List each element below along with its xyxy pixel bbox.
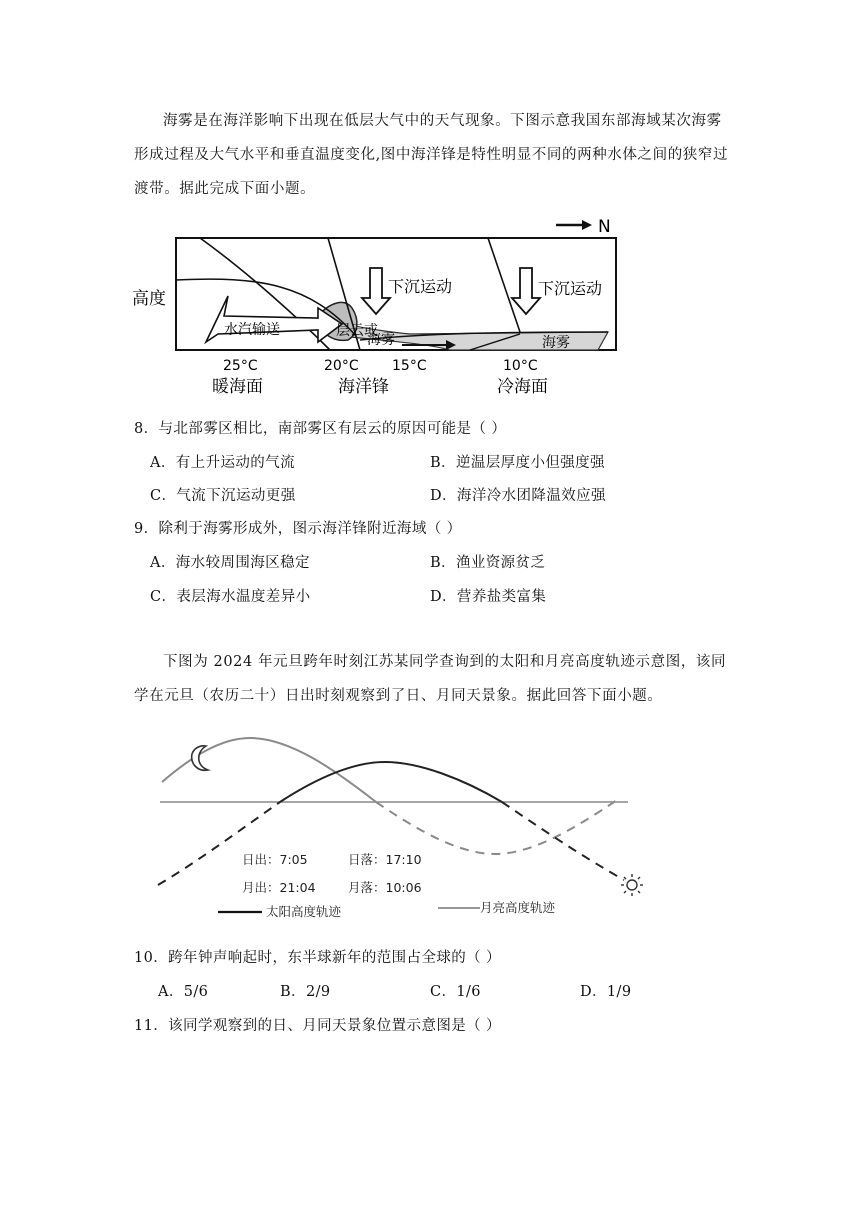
- q8-option-a[interactable]: A．有上升运动的气流: [150, 455, 295, 471]
- warm-sea-label: 暖海面: [212, 377, 263, 397]
- question-8: 8．与北部雾区相比，南部雾区有层云的原因可能是（ ）: [134, 421, 507, 437]
- temp-20: 20°C: [324, 358, 359, 374]
- sun-track-solid: [280, 762, 502, 802]
- sun-track-dashed-right: [502, 802, 624, 880]
- question-9: 9．除利于海雾形成外，图示海洋锋附近海域（ ）: [134, 521, 462, 537]
- temp-15: 15°C: [392, 358, 427, 374]
- sunset-time: 日落：17:10: [348, 852, 422, 867]
- fog-label-north: 海雾: [542, 335, 570, 351]
- moonrise-time: 月出：21:04: [242, 880, 316, 895]
- sun-icon: [621, 874, 643, 896]
- sun-legend-label: 太阳高度轨迹: [266, 904, 342, 919]
- temp-10: 10°C: [503, 358, 538, 374]
- q9-option-d[interactable]: D．营养盐类富集: [430, 589, 547, 605]
- height-axis-label: 高度: [132, 289, 166, 309]
- sea-fog-diagram: [120, 212, 640, 402]
- q9-option-a[interactable]: A．海水较周围海区稳定: [150, 555, 310, 571]
- sink-label-2: 下沉运动: [538, 279, 603, 298]
- north-label: N: [598, 217, 611, 237]
- temp-25: 25°C: [223, 358, 258, 374]
- sink-label-1: 下沉运动: [388, 277, 453, 296]
- stratus-label: 层云或: [336, 323, 378, 339]
- q10-option-b[interactable]: B．2/9: [280, 984, 331, 1000]
- crescent-moon-icon: [192, 746, 208, 770]
- sun-track-dashed-left: [158, 802, 280, 885]
- fog-label-south: 海雾: [367, 332, 395, 348]
- q10-option-a[interactable]: A．5/6: [158, 984, 209, 1000]
- moonset-time: 月落：10:06: [348, 880, 422, 895]
- vapor-label: 水汽输送: [224, 322, 280, 338]
- q8-option-d[interactable]: D．海洋冷水团降温效应强: [430, 488, 606, 504]
- sun-moon-track-diagram: [150, 730, 660, 930]
- question-10: 10．跨年钟声响起时，东半球新年的范围占全球的（ ）: [134, 950, 501, 966]
- q9-option-c[interactable]: C．表层海水温度差异小: [150, 589, 311, 605]
- q9-option-b[interactable]: B．渔业资源贫乏: [430, 555, 546, 571]
- north-arrow: [556, 217, 611, 237]
- q8-option-c[interactable]: C．气流下沉运动更强: [150, 488, 296, 504]
- moon-legend-label: 月亮高度轨迹: [480, 900, 556, 915]
- q10-option-d[interactable]: D．1/9: [580, 984, 632, 1000]
- ocean-front-label: 海洋锋: [338, 377, 389, 397]
- cold-sea-label: 冷海面: [497, 377, 548, 397]
- sink-arrow-2: [512, 268, 540, 314]
- passage-1: 海雾是在海洋影响下出现在低层大气中的天气现象。下图示意我国东部海域某次海雾形成过程及大气水平和垂直温度变化,图中海洋锋是特性明显不同的两种水体之间的狭窄过渡带。据此完成下面小题。: [134, 113, 729, 197]
- passage-2: 下图为 2024 年元旦跨年时刻江苏某同学查询到的太阳和月亮高度轨迹示意图，该同学在元旦（农历二十）日出时刻观察到了日、月同天景象。据此回答下面小题。: [134, 654, 727, 704]
- sunrise-time: 日出：7:05: [242, 852, 308, 867]
- q10-option-c[interactable]: C．1/6: [430, 984, 481, 1000]
- moon-track-dashed: [376, 798, 620, 854]
- sink-arrow-1: [362, 268, 390, 314]
- question-11: 11．该同学观察到的日、月同天景象位置示意图是（ ）: [134, 1018, 501, 1034]
- q8-option-b[interactable]: B．逆温层厚度小但强度强: [430, 455, 605, 471]
